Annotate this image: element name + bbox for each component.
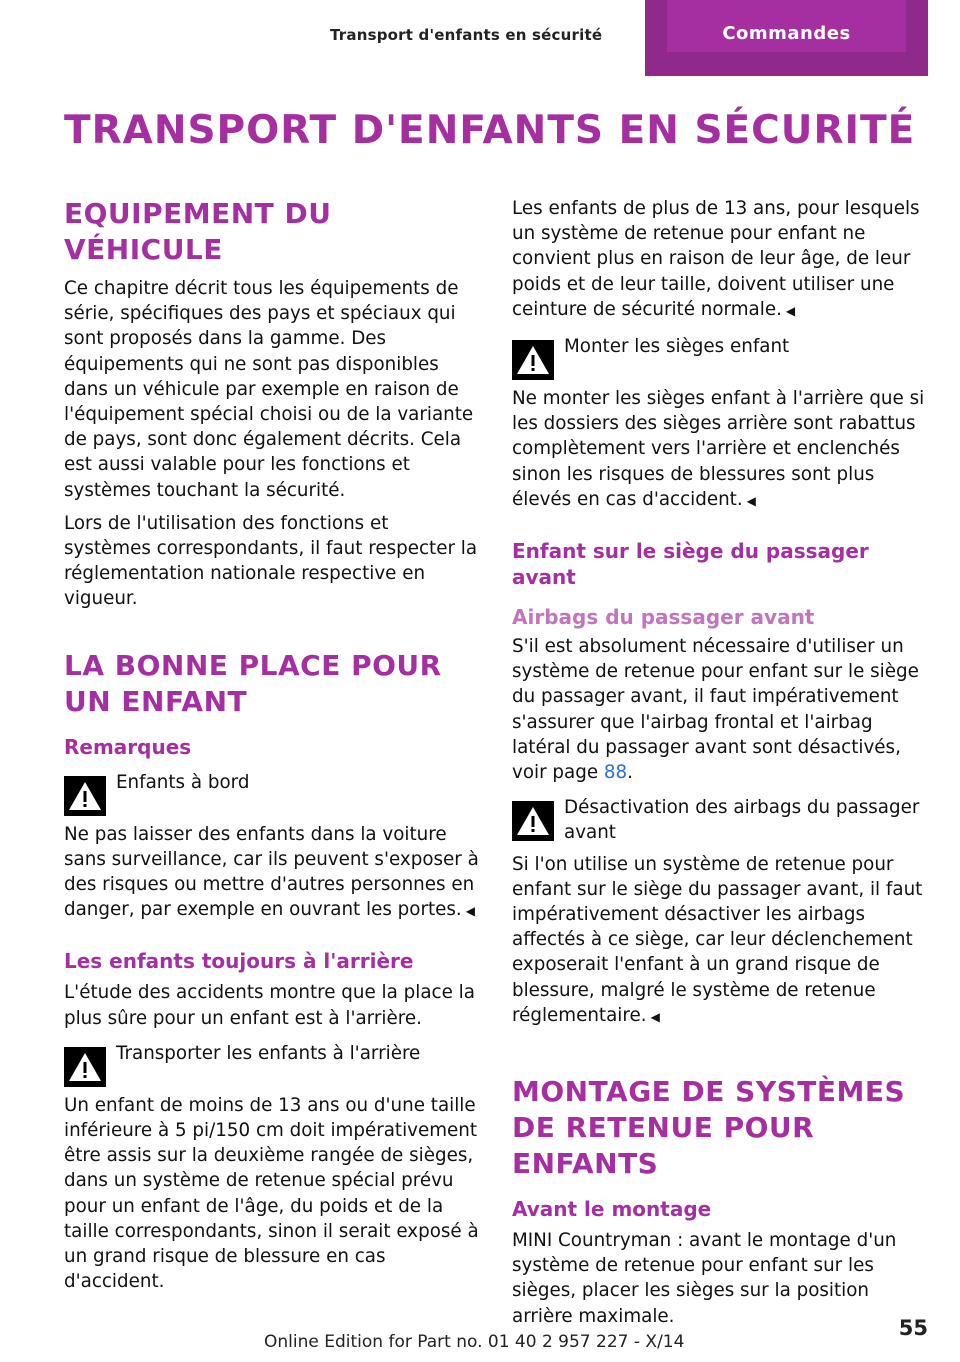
end-mark-icon: ◀: [785, 303, 796, 318]
chapter-tab[interactable]: [645, 0, 928, 76]
warning-triangle-icon: [64, 1047, 106, 1087]
left-column: [64, 196, 480, 1302]
warning-text: Un enfant de moins de 13 ans ou d'une taille inférieure à 5 pi/150 cm doit impérativement être assis sur la deuxième rangée de sièges, dans un système de retenue spécial prévu pour un enfant de l'âge, du poids et de la taille correspondants, sinon il serait exposé à un grand risque de blessure en cas d'accident.: [64, 1094, 479, 1293]
heading-remarques: Remarques: [64, 734, 192, 759]
warning-desactivation-airbags: [512, 795, 928, 1030]
warning-enfants-a-bord: [64, 770, 480, 925]
warning-monter-sieges: [512, 334, 928, 514]
page-link[interactable]: 88: [603, 762, 628, 784]
heading-avant-montage: Avant le montage: [512, 1197, 712, 1222]
paragraph-airbags: S'il est absolument nécessaire d'utiliser un système de retenue pour enfant sur le siège du passager avant, il faut impérativement s'assurer que l'airbag frontal et l'airbag latéral du passager avant sont désactivés, voir page 88.: [512, 636, 919, 784]
chapter-tab-label: Commandes: [667, 0, 906, 52]
right-column: [512, 196, 928, 1337]
heading-bonne-place: LA BONNE PLACE POUR UN ENFANT: [64, 648, 442, 718]
warning-text: Ne pas laisser des enfants dans la voiture sans surveillance, car ils peuvent s'exposer à des risques ou mettre d'autres personnes en danger, par exemple en ouvrant les portes.: [64, 823, 479, 921]
warning-title: Monter les sièges enfant: [564, 336, 790, 358]
warning-triangle-icon: [512, 801, 554, 841]
warning-text: Si l'on utilise un système de retenue pour enfant sur le siège du passager avant, il faut impérativement désactiver les airbags affectés à ce siège, car leur déclenchement exposerait l'enfant à un grand risque de blessure, malgré le système de retenue réglementaire.: [512, 853, 923, 1026]
paragraph-arriere: L'étude des accidents montre que la place la plus sûre pour un enfant est à l'arrière.: [64, 982, 475, 1029]
warning-title: Enfants à bord: [116, 771, 250, 793]
warning-text: Ne monter les sièges enfant à l'arrière que si les dossiers des sièges arrière sont rabattus complètement vers l'arrière et enclenchés sinon les risques de blessures sont plus élevés en cas d'accident.: [512, 388, 925, 510]
warning-title: Transporter les enfants à l'arrière: [116, 1042, 421, 1064]
page-number: 55: [898, 1316, 928, 1340]
paragraph-13-ans: Les enfants de plus de 13 ans, pour lesquels un système de retenue pour enfant ne convient plus en raison de leur âge, de leur poids et de leur taille, doivent utiliser une ceinture de sécurité normale. ◀: [512, 198, 920, 320]
end-mark-icon: ◀: [746, 493, 756, 508]
heading-montage: MONTAGE DE SYSTÈMES DE RETENUE POUR ENFANTS: [512, 1075, 906, 1181]
paragraph-equipement-1: Ce chapitre décrit tous les équipements de série, spécifiques des pays et spéciaux qui sont proposés dans la gamme. Des équipements qui ne sont pas disponibles dans un véhicule par exemple en raison de l'équipement spécial choisi ou de la variante de pays, sont donc également décrits. Cela est aussi valable pour les fonctions et systèmes touchant la sécurité.: [64, 278, 474, 501]
heading-arriere: Les enfants toujours à l'arrière: [64, 949, 414, 974]
end-mark-icon: ◀: [650, 1009, 660, 1024]
warning-triangle-icon: [64, 776, 106, 816]
end-mark-icon: ◀: [465, 904, 475, 919]
paragraph-equipement-2: Lors de l'utilisation des fonctions et systèmes correspondants, il faut respecter la réglementation nationale respective en vigueur.: [64, 512, 478, 610]
page-title: TRANSPORT D'ENFANTS EN SÉCURITÉ: [64, 108, 916, 153]
paragraph-montage: MINI Countryman : avant le montage d'un système de retenue pour enfant sur les sièges, placer les sièges sur la position arrière maximale.: [512, 1230, 897, 1327]
header-section-label: Transport d'enfants en sécurité: [330, 26, 603, 44]
warning-transporter-arriere: [64, 1041, 480, 1295]
heading-siege-passager: Enfant sur le siège du passager avant: [512, 539, 869, 590]
warning-title: Désactivation des airbags du passager avant: [564, 797, 920, 844]
heading-equipement: EQUIPEMENT DU VÉHICULE: [64, 197, 332, 266]
warning-triangle-icon: [512, 340, 554, 380]
footer-edition: Online Edition for Part no. 01 40 2 957 227 - X/14: [264, 1332, 685, 1352]
heading-airbags-passager: Airbags du passager avant: [512, 605, 815, 630]
